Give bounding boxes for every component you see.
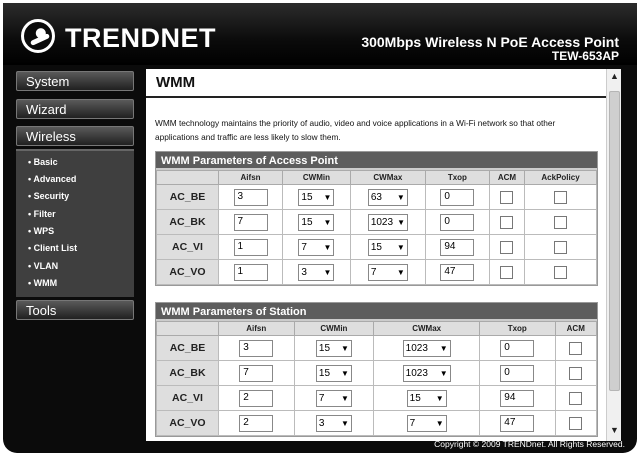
- chevron-down-icon: ▼: [396, 242, 405, 252]
- sidebar: [16, 69, 134, 441]
- row-label: AC_VI: [157, 386, 219, 411]
- model-number: TEW-653AP: [551, 49, 619, 63]
- cwmin-select[interactable]: [298, 189, 334, 206]
- aifsn-input[interactable]: 3: [234, 189, 268, 206]
- ap-section-title: WMM Parameters of Access Point: [156, 152, 597, 170]
- nav-wireless-button[interactable]: Wireless: [16, 126, 134, 146]
- table-row: [157, 336, 597, 361]
- select-value: 15: [370, 241, 382, 253]
- submenu-label: Advanced: [33, 174, 77, 184]
- aifsn-input[interactable]: 1: [234, 239, 268, 256]
- submenu-label: Security: [33, 191, 70, 201]
- station-parameters-table: [156, 321, 597, 436]
- submenu-basic[interactable]: • Basic: [28, 157, 58, 167]
- row-label: AC_VO: [157, 260, 219, 285]
- select-value: 1023: [405, 342, 428, 354]
- column-header: CWMin: [283, 171, 351, 185]
- logo-text: TRENDNET: [65, 23, 216, 53]
- submenu-vlan[interactable]: • VLAN: [28, 261, 59, 271]
- txop-input[interactable]: 0: [440, 189, 474, 206]
- cwmax-select[interactable]: [368, 239, 408, 256]
- submenu-label: VLAN: [33, 261, 59, 271]
- ackpolicy-checkbox[interactable]: [554, 191, 567, 204]
- select-value: 3: [318, 417, 325, 429]
- submenu-label: Client List: [33, 243, 78, 253]
- table-row: [157, 386, 597, 411]
- ackpolicy-checkbox[interactable]: [554, 266, 567, 279]
- table-row: [157, 210, 597, 235]
- cwmin-select[interactable]: [316, 365, 352, 382]
- cwmax-select[interactable]: [403, 340, 451, 357]
- txop-input[interactable]: 47: [440, 264, 474, 281]
- select-value: 7: [301, 241, 307, 253]
- acm-checkbox[interactable]: [500, 266, 513, 279]
- ackpolicy-checkbox[interactable]: [554, 241, 567, 254]
- chevron-down-icon: ▼: [340, 368, 349, 378]
- txop-input[interactable]: 0: [500, 365, 534, 382]
- select-value: 7: [409, 417, 416, 429]
- submenu-filter[interactable]: • Filter: [28, 209, 56, 219]
- submenu-label: WPS: [33, 226, 55, 236]
- table-row: [157, 185, 597, 210]
- table-row: [157, 260, 597, 285]
- content-scrollbar[interactable]: [606, 69, 621, 441]
- select-value: 15: [301, 216, 313, 228]
- acm-checkbox[interactable]: [569, 417, 582, 430]
- column-header: Txop: [425, 171, 489, 185]
- cwmin-select[interactable]: [298, 214, 334, 231]
- acm-checkbox[interactable]: [569, 342, 582, 355]
- chevron-down-icon: ▼: [340, 418, 349, 428]
- page-description: WMM technology maintains the priority of audio, video and voice applications in a Wi-Fi network so that other applications and traffic are less likely to slow them.: [155, 118, 556, 142]
- select-value: 63: [370, 191, 382, 203]
- acm-checkbox[interactable]: [569, 392, 582, 405]
- column-header: ACM: [555, 322, 596, 336]
- aifsn-input[interactable]: 7: [234, 214, 268, 231]
- submenu-label: WMM: [33, 278, 58, 288]
- ackpolicy-checkbox[interactable]: [554, 216, 567, 229]
- select-value: 15: [409, 392, 421, 404]
- product-title: 300Mbps Wireless N PoE Access Point: [361, 34, 619, 50]
- table-row: [157, 361, 597, 386]
- select-value: 7: [318, 392, 325, 404]
- column-header: CWMin: [294, 322, 374, 336]
- column-header: AckPolicy: [525, 171, 597, 185]
- submenu-client-list[interactable]: • Client List: [28, 243, 78, 253]
- row-label: AC_BE: [157, 336, 219, 361]
- chevron-down-icon: ▼: [435, 393, 444, 403]
- select-value: 15: [318, 367, 331, 379]
- column-header: CWMax: [350, 171, 425, 185]
- station-section-title: WMM Parameters of Station: [156, 303, 597, 321]
- cwmax-select[interactable]: [368, 189, 408, 206]
- txop-input[interactable]: 94: [500, 390, 534, 407]
- row-label: AC_BK: [157, 210, 219, 235]
- copyright-footer: Copyright © 2009 TRENDnet. All Rights Reserved.: [434, 439, 625, 449]
- chevron-down-icon: ▼: [323, 217, 332, 227]
- select-value: 7: [370, 266, 377, 278]
- aifsn-input[interactable]: 2: [239, 390, 273, 407]
- submenu-wps[interactable]: • WPS: [28, 226, 55, 236]
- cwmin-select[interactable]: [298, 239, 334, 256]
- scroll-down-icon[interactable]: ▼: [610, 425, 619, 435]
- aifsn-input[interactable]: 7: [239, 365, 273, 382]
- ap-parameters-section: [155, 151, 598, 286]
- table-header-row: [157, 171, 597, 185]
- column-header: Txop: [480, 322, 556, 336]
- aifsn-input[interactable]: 3: [239, 340, 273, 357]
- table-row: [157, 235, 597, 260]
- page-title: WMM: [156, 74, 196, 91]
- cwmin-select[interactable]: [316, 415, 352, 432]
- cwmax-select[interactable]: [407, 415, 447, 432]
- table-row: [157, 411, 597, 436]
- nav-tools-button[interactable]: Tools: [16, 300, 134, 320]
- submenu-wmm[interactable]: • WMM: [28, 278, 58, 288]
- chevron-down-icon: ▼: [439, 368, 448, 378]
- chevron-down-icon: ▼: [396, 192, 405, 202]
- table-header-row: [157, 322, 597, 336]
- column-header: [157, 171, 219, 185]
- select-value: 1023: [370, 216, 394, 228]
- nav-system-button[interactable]: System: [16, 71, 134, 91]
- trendnet-logo-icon: [21, 19, 55, 53]
- chevron-down-icon: ▼: [396, 267, 405, 277]
- chevron-down-icon: ▼: [435, 418, 444, 428]
- row-label: AC_BE: [157, 185, 219, 210]
- txop-input[interactable]: 0: [440, 214, 474, 231]
- chevron-down-icon: ▼: [439, 343, 448, 353]
- chevron-down-icon: ▼: [323, 267, 332, 277]
- wireless-submenu: [16, 149, 134, 297]
- cwmax-select[interactable]: [368, 264, 408, 281]
- nav-wizard-button[interactable]: Wizard: [16, 99, 134, 119]
- scroll-up-icon[interactable]: ▲: [610, 71, 619, 81]
- submenu-security[interactable]: • Security: [28, 191, 70, 201]
- acm-checkbox[interactable]: [500, 241, 513, 254]
- submenu-label: Filter: [33, 209, 56, 219]
- chevron-down-icon: ▼: [397, 217, 405, 227]
- acm-checkbox[interactable]: [500, 216, 513, 229]
- cwmax-select[interactable]: [368, 214, 408, 231]
- txop-input[interactable]: 0: [500, 340, 534, 357]
- acm-checkbox[interactable]: [569, 367, 582, 380]
- submenu-advanced[interactable]: • Advanced: [28, 174, 77, 184]
- column-header: CWMax: [374, 322, 480, 336]
- cwmax-select[interactable]: [407, 390, 447, 407]
- aifsn-input[interactable]: 1: [234, 264, 268, 281]
- select-value: 15: [301, 191, 313, 203]
- main-content: [146, 69, 606, 441]
- chevron-down-icon: ▼: [323, 192, 332, 202]
- column-header: Aifsn: [219, 171, 283, 185]
- select-value: 3: [301, 266, 307, 278]
- station-parameters-section: [155, 302, 598, 437]
- txop-input[interactable]: 47: [500, 415, 534, 432]
- column-header: ACM: [489, 171, 524, 185]
- ap-parameters-table: [156, 170, 597, 285]
- row-label: AC_VI: [157, 235, 219, 260]
- chevron-down-icon: ▼: [323, 242, 332, 252]
- aifsn-input[interactable]: 2: [239, 415, 273, 432]
- title-divider: [146, 96, 606, 98]
- chevron-down-icon: ▼: [340, 393, 349, 403]
- cwmin-select[interactable]: [316, 340, 352, 357]
- column-header: [157, 322, 219, 336]
- select-value: 1023: [405, 367, 428, 379]
- select-value: 15: [318, 342, 331, 354]
- scroll-thumb[interactable]: [609, 91, 620, 391]
- cwmax-select[interactable]: [403, 365, 451, 382]
- submenu-label: Basic: [33, 157, 58, 167]
- row-label: AC_BK: [157, 361, 219, 386]
- column-header: Aifsn: [219, 322, 295, 336]
- header-banner: [3, 3, 637, 65]
- app-frame: [3, 3, 637, 453]
- chevron-down-icon: ▼: [340, 343, 349, 353]
- row-label: AC_VO: [157, 411, 219, 436]
- txop-input[interactable]: 94: [440, 239, 474, 256]
- acm-checkbox[interactable]: [500, 191, 513, 204]
- cwmin-select[interactable]: [316, 390, 352, 407]
- cwmin-select[interactable]: [298, 264, 334, 281]
